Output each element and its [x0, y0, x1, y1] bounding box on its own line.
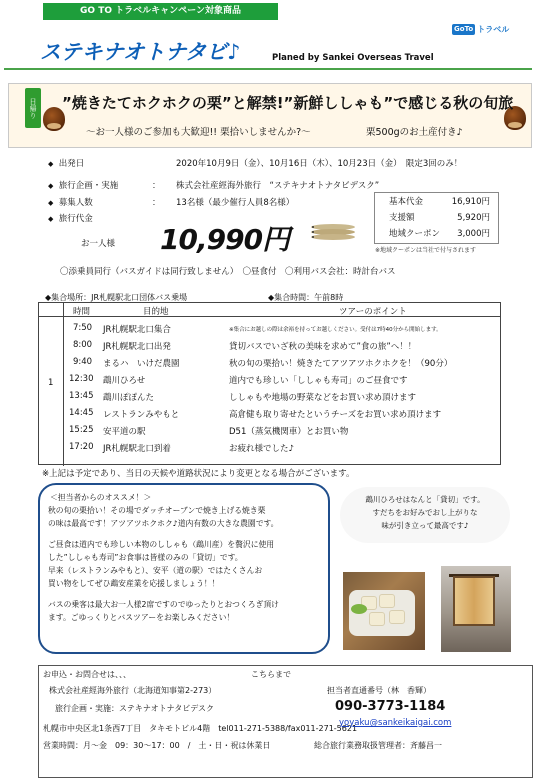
contact-phone[interactable]: 090-3773-1184	[335, 699, 446, 714]
per-person-label: お一人様	[81, 239, 116, 249]
rec-line: ご昼食は道内でも珍しい本物のししゃも（鵡川産）を贅沢に使用	[48, 540, 275, 549]
schedule-row: 14:45 レストランみやもと 高倉健も取り寄せたというチーズをお買い求め頂けます	[69, 408, 442, 420]
price-breakdown-row: 基本代金 16,910円	[389, 197, 490, 207]
cloud-line: 鵡川ひろせはなんと「貸切」です。	[365, 495, 485, 504]
capacity-label: 募集人数	[58, 198, 93, 208]
goto-campaign-banner: GO TO トラベルキャンペーン対象商品	[43, 3, 278, 20]
headline-title: ”焼きたてホクホクの栗”と解禁!”新鮮ししゃも”で感じる秋の旬旅	[62, 94, 514, 112]
cloud-line: 味が引き立って最高です♪	[381, 521, 469, 530]
goto-logo-text: トラベル	[477, 24, 510, 34]
rec-line: 秋の旬の栗拾い！その場でダッチオーブンで焼き上げる焼き栗	[48, 506, 266, 515]
rec-line: 買い物をしてぜひ鵡安産業を応援しましょう！！	[48, 579, 220, 588]
meeting-time: ◆集合時間：午前8時	[268, 293, 344, 302]
brand-divider	[4, 68, 532, 70]
price-breakdown-row: 支援額 5,920円	[389, 213, 490, 223]
price-label: 旅行代金	[58, 214, 93, 224]
contact-address: 札幌市中央区北1条西7丁目 タキモトビル4階 tel011-271-5388/fax011-271-5621	[43, 724, 358, 733]
cloud-line: すだちをお好みでおし上がりな	[372, 508, 478, 517]
brand-subtitle: Planed by Sankei Overseas Travel	[272, 53, 434, 63]
rec-line: 早来（レストランみやもと）、安平（道の駅）ではたくさんお	[48, 566, 263, 575]
headline-subtitle: ～お一人様のご参加も大歓迎!! 栗拾いしませんか?～	[86, 127, 311, 138]
departure-label: 出発日	[58, 159, 85, 169]
rec-line: した”ししゃも寿司”お食事は皆様のみの「貸切」です。	[48, 553, 243, 562]
day-trip-tag: 日帰り	[25, 88, 41, 128]
contact-person: 担当者直通番号（林 香輝）	[327, 686, 431, 695]
shishamo-image	[308, 221, 358, 243]
header-time: 時間	[73, 307, 91, 317]
contact-planner: 旅行企画・実施：ステキナオトナタビデスク	[55, 704, 214, 713]
header-place: 目的地	[143, 307, 169, 317]
bus-interior-photo	[441, 566, 511, 652]
coupon-note: ※地域クーポンは当社で付与されます	[375, 247, 477, 254]
schedule-row: 12:30 鵡川ひろせ 道内でも珍しい「ししゃも寿司」のご昼食です	[69, 374, 408, 386]
schedule-table	[38, 302, 501, 465]
schedule-row: 13:45 鵡川ぽぽんた ししゃもや地場の野菜などをお買い求め頂けます	[69, 391, 417, 403]
schedule-row: 8:00 JR札幌駅北口出発 貸切バスでいざ秋の美味を求めて”食の旅”へ！！	[73, 340, 417, 352]
tour-options: 〇添乗員同行（バスガイドは同行致しません） 〇昼食付 〇利用バス会社：時計台バス	[60, 267, 396, 277]
price-breakdown-box	[374, 192, 499, 244]
departure-row: ◆ 出発日	[48, 159, 85, 169]
header-point: ツアーのポイント	[339, 307, 407, 317]
rec-line	[48, 590, 320, 598]
colon: ：	[152, 198, 161, 208]
goto-logo-box: GoTo	[454, 24, 474, 33]
planner-row: ◆ 旅行企画・実施	[48, 181, 119, 191]
contact-hours: 営業時間：月～金 09：30～17：00 / 土・日・祝は休業日	[43, 741, 271, 750]
rec-line: の味は最高です！アツアツホクホク♪道内有数の大きな農園です。	[48, 519, 279, 528]
speech-cloud	[340, 487, 510, 543]
rec-heading: ＜担当者からのオススメ！＞	[50, 493, 152, 502]
capacity-row: ◆ 募集人数	[48, 198, 93, 208]
day-number: 1	[48, 378, 54, 388]
price-row: ◆ 旅行代金	[48, 214, 93, 224]
schedule-row: 17:20 JR札幌駅北口到着 お疲れ様でした♪	[69, 442, 294, 454]
departure-value: 2020年10月9日（金）、10月16日（木）、10月23日（金） 限定3回のみ！	[176, 159, 463, 169]
staff-recommendation-box	[38, 483, 330, 654]
contact-company: 株式会社産經海外旅行（北海道知事第2-273）	[49, 686, 217, 695]
tour-price: 10,990円	[160, 223, 290, 256]
shishamo-sushi-photo	[343, 572, 425, 650]
contact-manager: 総合旅行業務取扱管理者：斉藤昌一	[314, 741, 442, 750]
schedule-footnote: ※上記は予定であり、当日の天候や道路状況により変更となる場合がございます。	[42, 469, 355, 479]
price-breakdown-row: 地域クーポン 3,000円	[389, 229, 490, 239]
brand-title: ステキナオトナタビ♪	[40, 40, 241, 64]
contact-dest-label: こちらまで	[251, 670, 291, 679]
rec-line: バスの乗客は最大お一人様2席ですのでゆったりとおつくろぎ頂け	[48, 600, 279, 609]
schedule-header	[39, 303, 500, 317]
schedule-row: 9:40 まるハ いけだ農園 秋の旬の栗拾い！焼きたてアツアツホクホクを！（90分）	[73, 357, 453, 369]
goto-travel-logo	[452, 22, 518, 36]
capacity-value: 13名様（最少催行人員8名様）	[176, 198, 295, 208]
rec-line	[48, 530, 320, 538]
planner-label: 旅行企画・実施	[58, 181, 119, 191]
meeting-place: ◆集合場所：JR札幌駅北口団体バス乗場	[45, 293, 188, 302]
contact-box	[38, 665, 533, 778]
schedule-row: 7:50 JR札幌駅北口集合 ※集合にお越しの際は余裕を持ってお越しください。受付は7時40分から開始します。	[73, 323, 442, 335]
colon: ：	[152, 181, 161, 191]
rec-line: ます。ごゆっくりとバスツアーをお楽しみください！	[48, 613, 235, 622]
headline-gift: 栗500gのお土産付き♪	[366, 127, 463, 138]
contact-email-link[interactable]: yoyaku@sankeikaigai.com	[339, 718, 452, 728]
planner-value: 株式会社産經海外旅行 “ステキナオトナタビデスク”	[176, 181, 380, 191]
schedule-row: 15:25 安平道の駅 D51（蒸気機関車）とお買い物	[69, 425, 349, 437]
contact-header: お申込・お問合せは、、、	[43, 670, 131, 679]
